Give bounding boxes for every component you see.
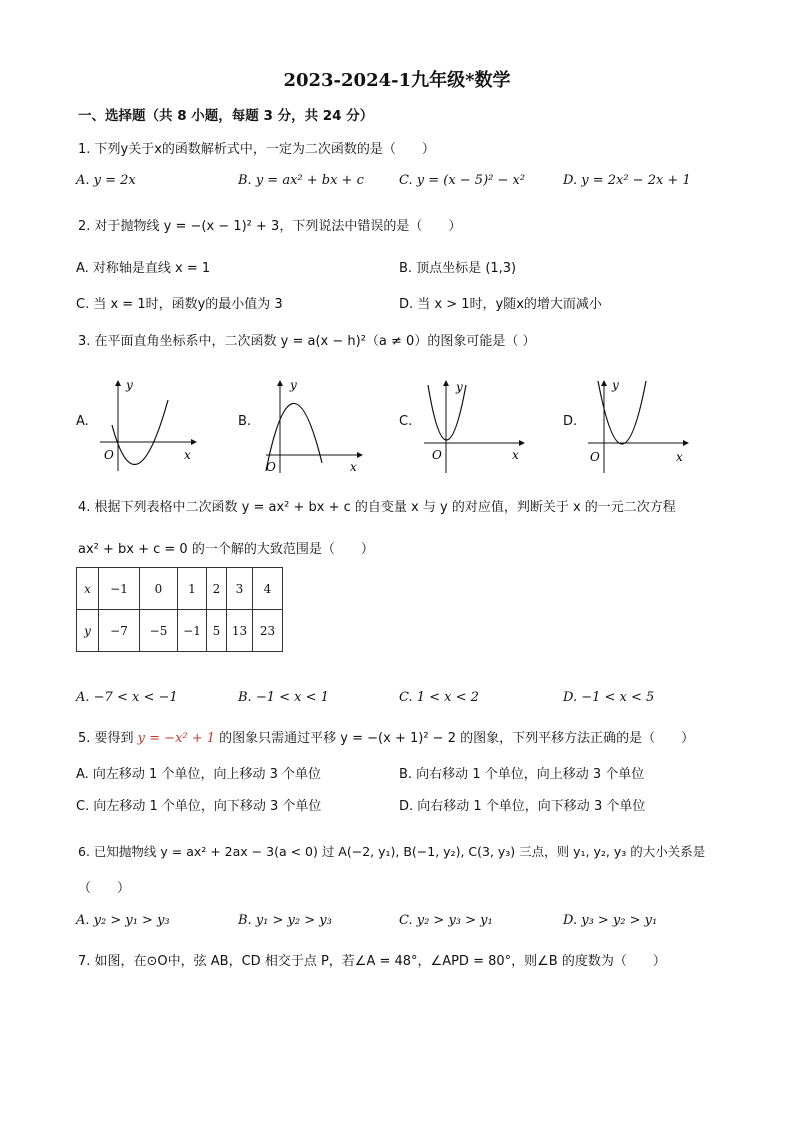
q4-option-b: B. −1 < x < 1 (238, 690, 329, 705)
q4-option-a: A. −7 < x < −1 (76, 690, 178, 705)
q1-option-b: B. y = ax² + bx + c (238, 173, 364, 188)
q7-stem: 7. 如图，在⊙O中，弦 AB，CD 相交于点 P，若∠A = 48°，∠APD = 80°，则∠B 的度数为（ ） (78, 954, 666, 969)
q5-option-c: C. 向左移动 1 个单位，向下移动 3 个单位 (76, 799, 322, 814)
table-cell: −7 (99, 610, 140, 652)
q3-graph-b (262, 375, 372, 475)
q2-option-b: B. 顶点坐标是 (1,3) (399, 261, 517, 276)
table-row-x (77, 568, 283, 610)
q3-c-y-label: y (456, 380, 463, 394)
q6-stem: 6. 已知抛物线 y = ax² + 2ax − 3(a < 0) 过 A(−2, y₁), B(−1, y₂), C(3, y₃) 三点，则 y₁, y₂, y₃ 的大小关系是 (78, 844, 706, 859)
table-cell: 2 (207, 568, 227, 610)
q3-a-origin: O (104, 448, 114, 462)
q1-option-d: D. y = 2x² − 2x + 1 (563, 173, 691, 188)
q5-option-d: D. 向右移动 1 个单位，向下移动 3 个单位 (399, 799, 646, 814)
table-cell: x (77, 568, 99, 610)
table-cell: y (77, 610, 99, 652)
table-cell: 23 (253, 610, 283, 652)
section-heading: 一、选择题（共 8 小题，每题 3 分，共 24 分） (78, 108, 374, 124)
q1-option-c: C. y = (x − 5)² − x² (399, 173, 526, 188)
q2-option-a: A. 对称轴是直线 x = 1 (76, 261, 211, 276)
q3-d-y-label: y (612, 378, 619, 392)
q3-d-origin: O (590, 450, 600, 464)
q5-option-b: B. 向右移动 1 个单位，向上移动 3 个单位 (399, 767, 645, 782)
q4-stem-line2: ax² + bx + c = 0 的一个解的大致范围是（ ） (78, 542, 374, 557)
q3-d-x-label: x (676, 450, 683, 464)
q3-stem: 3. 在平面直角坐标系中，二次函数 y = a(x − h)²（a ≠ 0）的图象可能是（ ） (78, 334, 536, 349)
q6-option-c: C. y₂ > y₃ > y₁ (399, 913, 493, 928)
q3-label-b: B. (238, 414, 252, 429)
table-cell: 5 (207, 610, 227, 652)
q5-stem-post: 的图象只需通过平移 y = −(x + 1)² − 2 的图象，下列平移方法正确的是（ ） (215, 731, 695, 746)
q5-target-function: y = −x² + 1 (137, 731, 216, 746)
table-cell: 13 (227, 610, 253, 652)
q6-option-b: B. y₁ > y₂ > y₃ (238, 913, 332, 928)
table-cell: −1 (178, 610, 207, 652)
q3-c-origin: O (432, 448, 442, 462)
q1-stem: 1. 下列y关于x的函数解析式中，一定为二次函数的是（ ） (78, 142, 435, 157)
q3-label-d: D. (563, 414, 578, 429)
table-cell: −1 (99, 568, 140, 610)
q3-b-x-label: x (350, 460, 357, 474)
q3-graph-c (420, 375, 530, 475)
table-cell: 3 (227, 568, 253, 610)
q4-value-table (76, 567, 283, 652)
table-cell: 4 (253, 568, 283, 610)
q6-option-a: A. y₂ > y₁ > y₃ (76, 913, 170, 928)
q3-b-y-label: y (290, 378, 297, 392)
table-cell: 1 (178, 568, 207, 610)
q3-graph-d (584, 375, 694, 475)
table-cell: −5 (140, 610, 178, 652)
q2-option-d: D. 当 x > 1时，y随x的增大而减小 (399, 297, 602, 312)
q5-stem (78, 727, 694, 746)
q1-option-a: A. y = 2x (76, 173, 136, 188)
q3-c-x-label: x (512, 448, 519, 462)
q5-option-a: A. 向左移动 1 个单位，向上移动 3 个单位 (76, 767, 322, 782)
q2-stem: 2. 对于抛物线 y = −(x − 1)² + 3，下列说法中错误的是（ ） (78, 219, 462, 234)
q3-graph-a (96, 375, 206, 475)
page-title: 2023-2024-1九年级*数学 (283, 70, 511, 91)
q3-label-a: A. (76, 414, 89, 429)
q3-label-c: C. (399, 414, 413, 429)
q4-stem-line1: 4. 根据下列表格中二次函数 y = ax² + bx + c 的自变量 x 与 y 的对应值，判断关于 x 的一元二次方程 (78, 500, 676, 515)
q3-b-origin: O (266, 460, 276, 474)
q4-option-d: D. −1 < x < 5 (563, 690, 655, 705)
q3-a-y-label: y (126, 378, 133, 392)
table-cell: 0 (140, 568, 178, 610)
q6-option-d: D. y₃ > y₂ > y₁ (563, 913, 658, 928)
table-row-y (77, 610, 283, 652)
q3-a-x-label: x (184, 448, 191, 462)
q2-option-c: C. 当 x = 1时，函数y的最小值为 3 (76, 297, 283, 312)
q4-option-c: C. 1 < x < 2 (399, 690, 479, 705)
q5-stem-pre: 5. 要得到 (78, 731, 138, 746)
q6-stem-cont: （ ） (78, 881, 131, 896)
